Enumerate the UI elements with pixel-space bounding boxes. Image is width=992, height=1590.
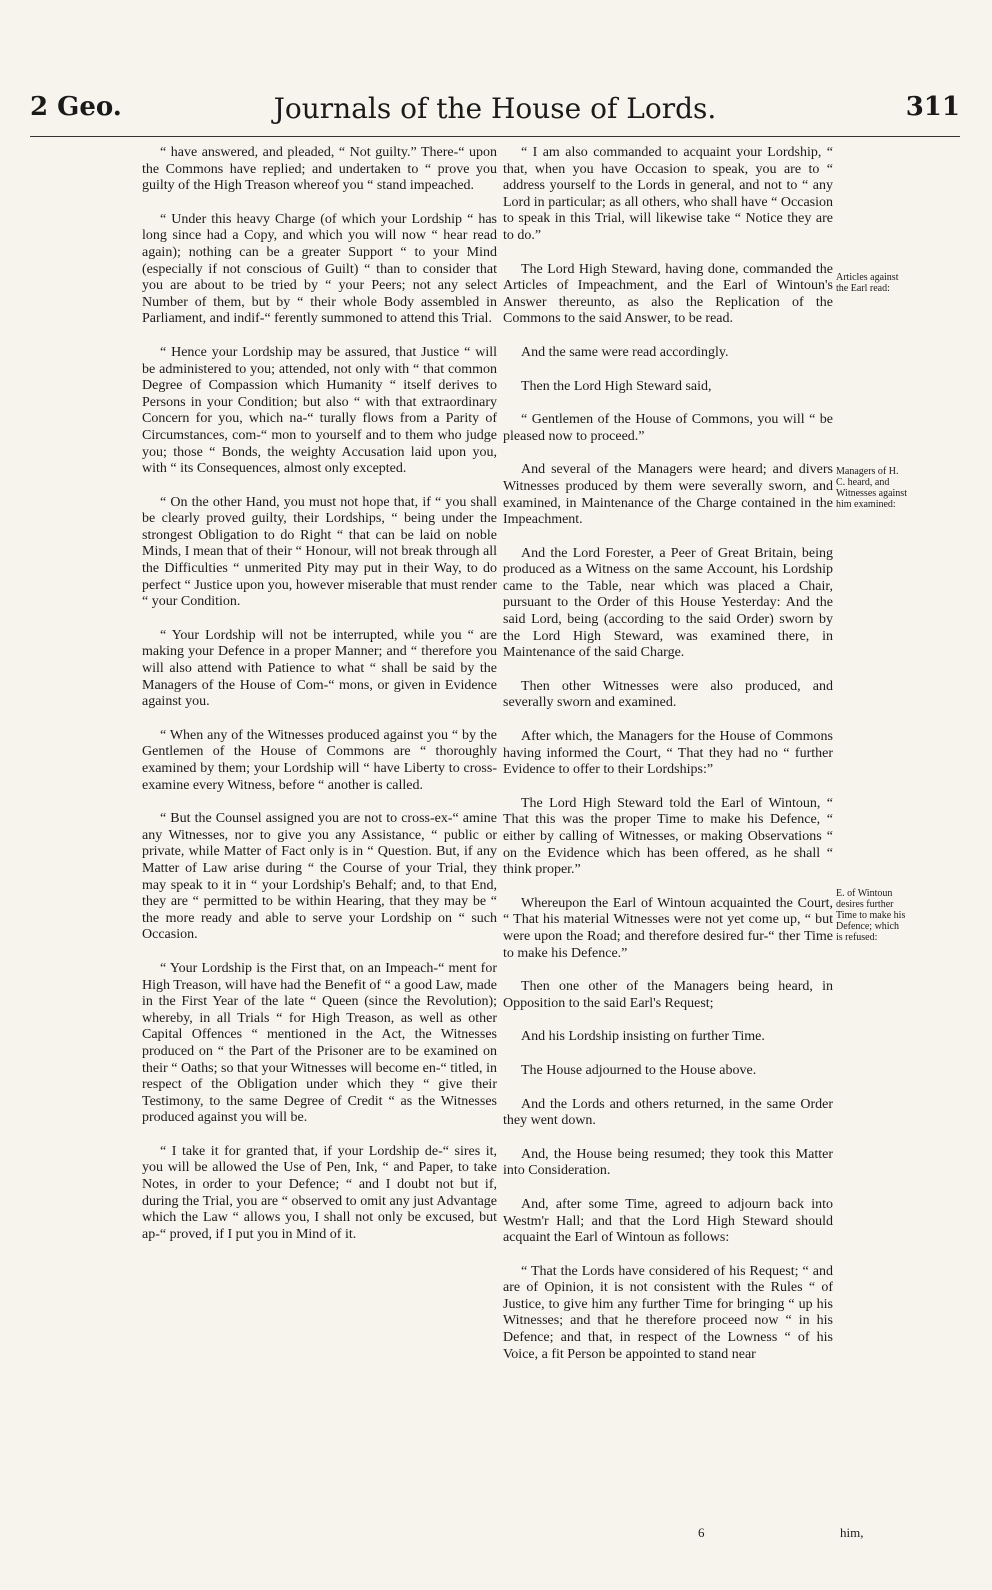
paragraph: “ Your Lordship will not be interrupted, while you “ are making your Defence in a proper Manner; and “ therefore you will also attend with Patience to what “ shall be said by the Managers of the House of Com-“ mons, or given in Evidence against you.	[142, 627, 497, 710]
paragraph: “ I take it for granted that, if your Lordship de-“ sires it, you will be allowed the Use of Pen, Ink, “ and Paper, to take Notes, in order to your Defence; “ and I doubt not but if, during the Trial, you are “ observed to omit any just Advantage which the Law “ allows you, I shall not only be excused, but ap-“ proved, if I put you in Mind of it.	[142, 1143, 497, 1242]
paragraph: And the Lord Forester, a Peer of Great Britain, being produced as a Witness on the same Account, his Lordship came to the Table, near which was placed a Chair, pursuant to the Order of this House Yesterday: And the said Lord, being (according to the said Order) sworn by the Lord High Steward, was examined there, in Maintenance of the said Charge.	[503, 545, 833, 661]
paragraph: And his Lordship insisting on further Time.	[521, 1029, 765, 1045]
paragraph: “ That the Lords have considered of his Request; “ and are of Opinion, it is not consistent with the Rules “ of Justice, to give him any further Time for bringing “ up his Witnesses; and that he therefore proceed now “ in his Defence; and that, in respect of the Lowness “ of his Voice, a fit Person be appointed to stand near	[503, 1263, 833, 1362]
paragraph: Then the Lord High Steward said,	[521, 378, 712, 394]
page-header	[30, 92, 960, 137]
page-number: 311	[905, 92, 960, 122]
margin-note-wintoun: E. of Wintoun desires further Time to make his Defence; which is refused:	[836, 888, 906, 943]
margin-note-managers: Managers of H. C. heard, and Witnesses against him examined:	[836, 466, 907, 510]
paragraph: “ I am also commanded to acquaint your Lordship, “ that, when you have Occasion to speak, you are to “ address yourself to the Lords in general, and not to “ any Lord in particular; as all others, who shall have “ Occasion to speak in this Trial, will likewise take “ Notice they are to do.”	[503, 145, 833, 243]
catchword: him,	[840, 1525, 864, 1540]
paragraph: Then one other of the Managers being heard, in Opposition to the said Earl's Request;	[503, 979, 833, 1011]
right-column	[503, 145, 833, 1380]
paragraph: “ Your Lordship is the First that, on an Impeach-“ ment for High Treason, will have had the Benefit of “ a good Law, made in the First Year of the late “ Queen (since the Revolution); whereby, in all Trials “ for High Treason, as well as other Capital Offences “ mentioned in the Act, the Witnesses produced on “ the Part of the Prisoner are to be examined on their “ Oaths; so that your Witnesses will become en-“ titled, in respect of the Obligation under which they “ give their Testimony, to the same Degree of Credit “ as the Witnesses produced against you will be.	[142, 960, 497, 1126]
paragraph: And several of the Managers were heard; and divers Witnesses produced by them were severally sworn, and examined, in Maintenance of the Charge contained in the Impeachment.	[503, 462, 833, 528]
paragraph: “ Under this heavy Charge (of which your Lordship “ has long since had a Copy, and which you will now “ hear read again); nothing can be a greater Support “ to your Mind (especially if not conscious of Guilt) “ than to consider that you are about to be tried by “ your Peers; not any select Number of them, but by “ their whole Body assembled in Parliament, and indif-“ ferently summoned to attend this Trial.	[142, 211, 497, 327]
left-column	[142, 145, 497, 1260]
paragraph: And, the House being resumed; they took this Matter into Consideration.	[503, 1146, 833, 1179]
signature-mark: 6	[698, 1525, 705, 1540]
paragraph: The Lord High Steward told the Earl of Wintoun, “ That this was the proper Time to make his Defence, “ either by calling of Witnesses, or making Observations “ on the Evidence which has been offered, as he shall “ think proper.”	[503, 795, 833, 878]
paragraph: After which, the Managers for the House of Commons having informed the Court, “ That they had no “ further Evidence to offer to their Lordships:”	[503, 729, 833, 778]
paragraph: Whereupon the Earl of Wintoun acquainted the Court, “ That his material Witnesses were not yet come up, “ but were upon the Road; and therefore desired fur-“ ther Time to make his Defence.”	[503, 895, 833, 961]
paragraph: Then other Witnesses were also produced, and severally sworn and examined.	[503, 678, 833, 711]
paragraph: And the Lords and others returned, in the same Order they went down.	[503, 1096, 833, 1129]
running-title: Journals of the House of Lords.	[273, 92, 717, 125]
paragraph: And the same were read accordingly.	[521, 344, 729, 360]
margin-note-articles: Articles against the Earl read:	[836, 272, 899, 294]
paragraph: And, after some Time, agreed to adjourn back into Westm'r Hall; and that the Lord High Steward should acquaint the Earl of Wintoun as follows:	[503, 1196, 833, 1246]
paragraph: “ Hence your Lordship may be assured, that Justice “ will be administered to you; attended, not only with “ that common Degree of Compassion which Humanity “ itself derives to Persons in your Condition; but also “ with that extraordinary Concern for you, which na-“ turally flows from a Parity of Circumstances, com-“ mon to yourself and to them who judge you; those “ Bonds, the weighty Accusation laid upon you, with “ its Consequences, almost only excepted.	[142, 344, 497, 477]
paragraph: “ When any of the Witnesses produced against you “ by the Gentlemen of the House of Commons are “ thoroughly examined by them; your Lordship will “ have Liberty to cross-examine every Witness, before “ another is called.	[142, 727, 497, 793]
paragraph: “ On the other Hand, you must not hope that, if “ you shall be clearly proved guilty, their Lordships, “ being under the strongest Obligation to do Right “ that can be laid on noble Minds, I mean that of their “ Honour, will not break through all the Difficulties “ unmerited Pity may put in their Way, to do perfect “ Justice upon you, however miserable that must render “ your Condition.	[142, 494, 497, 610]
paragraph: The House adjourned to the House above.	[521, 1062, 757, 1078]
paragraph: “ have answered, and pleaded, “ Not guilty.” There-“ upon the Commons have replied; and undertaken to “ prove you guilty of the High Treason whereof you “ stand impeached.	[142, 145, 497, 194]
paragraph: The Lord High Steward, having done, commanded the Articles of Impeachment, and the Earl of Wintoun's Answer thereunto, as also the Replication of the Commons to the said Answer, to be read.	[503, 261, 833, 327]
paragraph: “ Gentlemen of the House of Commons, you will “ be pleased now to proceed.”	[503, 412, 833, 444]
paragraph: “ But the Counsel assigned you are not to cross-ex-“ amine any Witnesses, nor to give you any Assistance, “ public or private, while Matter of Fact only is in “ Question. But, if any Matter of Law arise during “ the Course of your Trial, they may speak to it in “ your Lordship's Behalf; and, to that End, they are “ permitted to be within Hearing, that they may be “ the more ready and able to serve your Lordship on “ such Occasion.	[142, 811, 497, 943]
regnal-year: 2 Geo.	[30, 92, 122, 122]
